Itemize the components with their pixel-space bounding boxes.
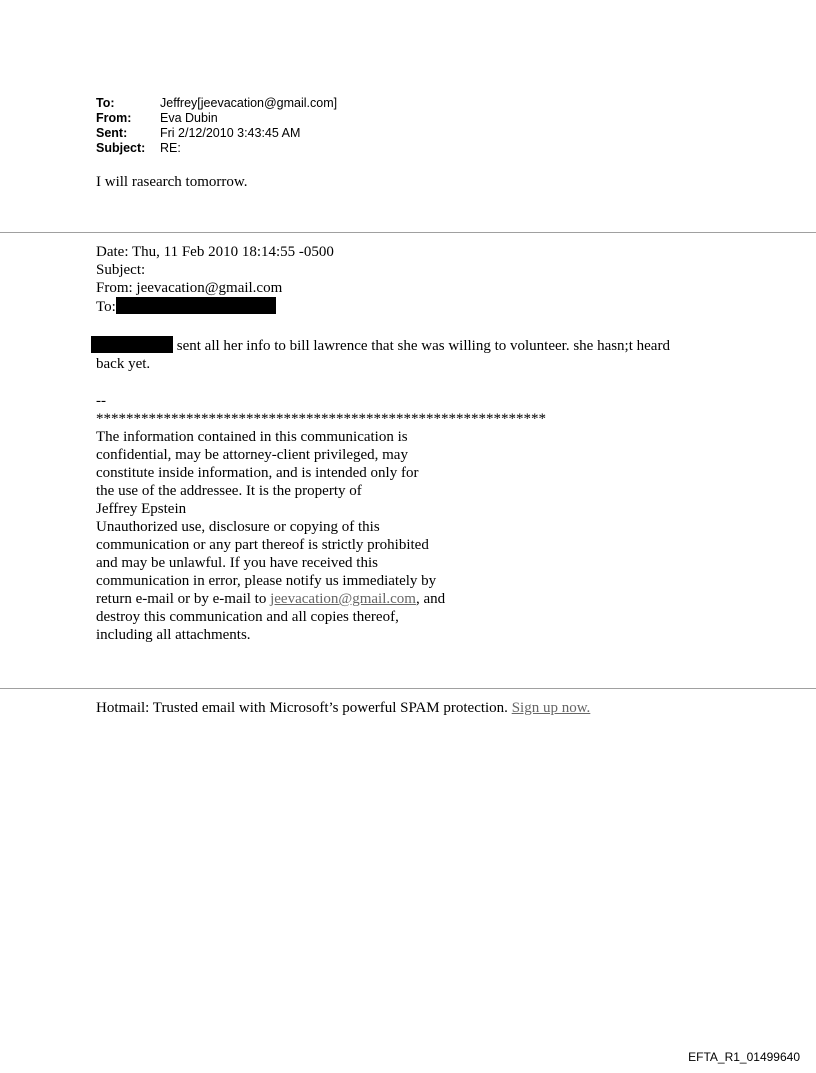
signature-line: The information contained in this communication is — [96, 429, 408, 445]
sent-value: Fri 2/12/2010 3:43:45 AM — [160, 126, 301, 140]
document-id: EFTA_R1_01499640 — [688, 1050, 800, 1064]
signature-dashes: -- — [96, 393, 106, 409]
signature-line: communication or any part thereof is strictly prohibited — [96, 537, 429, 553]
subject-label: Subject: — [96, 141, 146, 155]
header-subject-row — [96, 141, 337, 156]
signature-line: communication in error, please notify us immediately by — [96, 573, 437, 589]
signature-line: including all attachments. — [96, 627, 251, 643]
header-from-row — [96, 111, 337, 126]
signature-return-line — [96, 590, 576, 608]
redaction-box — [116, 297, 276, 314]
email-header — [96, 96, 337, 156]
footer-text: Hotmail: Trusted email with Microsoft’s powerful SPAM protection. — [96, 700, 512, 716]
signature-line: constitute inside information, and is intended only for — [96, 465, 419, 481]
from-label: From: — [96, 111, 132, 125]
quoted-from: From: jeevacation@gmail.com — [96, 280, 283, 296]
signature-line: and may be unlawful. If you have received this — [96, 555, 378, 571]
sent-label: Sent: — [96, 126, 128, 140]
quoted-header — [96, 243, 334, 316]
quoted-date: Date: Thu, 11 Feb 2010 18:14:55 -0500 — [96, 244, 334, 260]
to-label: To: — [96, 96, 115, 110]
message-line-1 — [91, 336, 711, 355]
header-sent-row — [96, 126, 337, 141]
message-text: sent all her info to bill lawrence that she was willing to volunteer. she hasn;t heard — [173, 338, 670, 354]
signature-line: confidential, may be attorney-client privileged, may — [96, 447, 408, 463]
quoted-subject: Subject: — [96, 262, 146, 278]
message-line-2: back yet. — [96, 356, 151, 372]
sign-up-link[interactable]: Sign up now. — [511, 700, 591, 716]
signature-line: Jeffrey Epstein — [96, 501, 187, 517]
signature-line: destroy this communication and all copies thereof, — [96, 609, 399, 625]
reply-body: I will rasearch tomorrow. — [96, 174, 248, 190]
subject-value: RE: — [160, 141, 181, 155]
quoted-to-label: To: — [96, 299, 116, 315]
header-to-row — [96, 96, 337, 111]
return-suffix: , and — [415, 591, 446, 607]
to-value: Jeffrey[jeevacation@gmail.com] — [160, 96, 338, 110]
quoted-message — [91, 336, 711, 373]
hotmail-footer — [96, 700, 590, 717]
signature-line: Unauthorized use, disclosure or copying of this — [96, 519, 380, 535]
from-value: Eva Dubin — [160, 111, 218, 125]
divider-bottom — [0, 688, 816, 689]
redaction-box — [91, 336, 173, 353]
quoted-to-row — [96, 297, 334, 316]
signature-stars: ************************************************************ — [96, 411, 546, 427]
email-link[interactable]: jeevacation@gmail.com — [270, 591, 416, 607]
signature-line: the use of the addressee. It is the property of — [96, 483, 362, 499]
divider-top — [0, 232, 816, 233]
signature-block — [96, 392, 576, 644]
return-prefix: return e-mail or by e-mail to — [96, 591, 271, 607]
